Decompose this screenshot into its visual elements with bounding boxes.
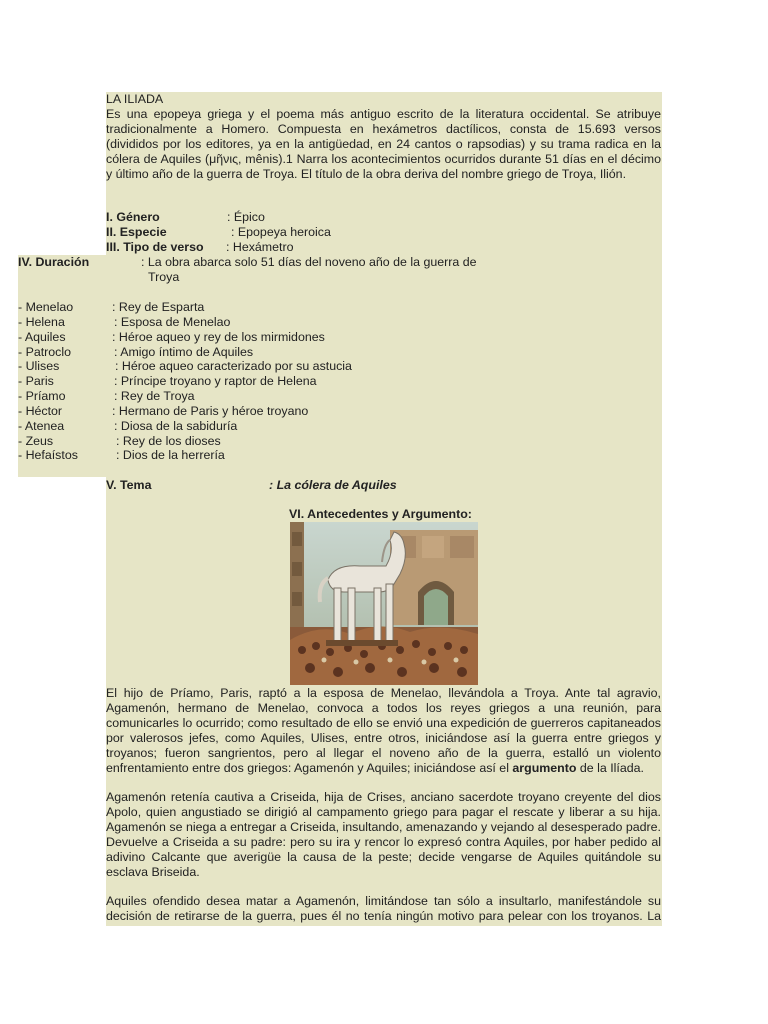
character-desc: : Rey de Troya xyxy=(114,389,195,404)
paragraph-3: Aquiles ofendido desea matar a Agamenón, limitándose tan sólo a insultarlo, manifestándole su decisión de retirarse de la guerra, pues él no tenía ningún motivo para pelear con los troyanos. La xyxy=(106,894,661,923)
spec-especie-label: II. Especie xyxy=(106,225,167,239)
character-desc: : Esposa de Menelao xyxy=(114,314,231,329)
intro-paragraph: Es una epopeya griega y el poema más antiguo escrito de la literatura occidental. Se atribuye tradicionalmente a Homero. Compuesta en hexámetros dactílicos, consta de 15.693 versos (divididos por los editores, ya en la antigüedad, en 24 cantos o rapsodias) y su trama radica en la cólera de Aquiles (μῆνις, mênis).1 Narra los acontecimientos ocurridos durante 51 días en el décimo y último año de la guerra de Troya. El título de la obra deriva del nombre griego de Troya, Ilión. xyxy=(106,107,661,181)
antecedentes-heading: VI. Antecedentes y Argumento: xyxy=(289,507,472,521)
character-desc: : Rey de los dioses xyxy=(116,433,221,448)
character-name: - Príamo xyxy=(18,389,66,404)
spec-genero-value: : Épico xyxy=(227,210,265,224)
character-name: - Paris xyxy=(18,374,54,389)
character-name: - Helena xyxy=(18,314,65,329)
duration-line2: Troya xyxy=(148,270,180,284)
character-desc: : Rey de Esparta xyxy=(112,300,205,314)
character-desc: : Príncipe troyano y raptor de Helena xyxy=(114,374,317,389)
character-desc: : Héroe aqueo y rey de los mirmidones xyxy=(112,329,325,344)
paragraph-1 xyxy=(106,686,661,776)
paragraph-1-text-a: El hijo de Príamo, Paris, raptó a la esposa de Menelao, llevándola a Troya. Ante tal agravio, Agamenón, hermano de Menelao, convoca a todos los reyes griegos a una reunión, para comunicarles lo ocurrido; como resultado de ello se envió una expedición de guerreros capitaneados por valerosos jefes, como Aquiles, Ulises, entre otros, iniciándose así la guerra entre griegos y troyanos; fueron sangrientos, pero al llegar el noveno año de la guerra, estalló un violento enfrentamiento entre dos griegos: Agamenón y Aquiles; iniciándose así el xyxy=(106,686,661,775)
character-desc: : Amigo íntimo de Aquiles xyxy=(114,344,254,359)
character-name: - Aquiles xyxy=(18,329,66,344)
page-title: LA ILIADA xyxy=(106,92,164,106)
spec-genero-label: I. Género xyxy=(106,210,160,224)
character-desc: : Hermano de Paris y héroe troyano xyxy=(112,403,309,418)
character-name: - Menelao xyxy=(18,300,74,314)
character-desc: : Héroe aqueo caracterizado por su astucia xyxy=(115,359,352,374)
character-name: - Ulises xyxy=(18,359,60,374)
spec-especie-value: : Epopeya heroica xyxy=(231,225,331,239)
character-name: - Patroclo xyxy=(18,344,72,359)
character-desc: : Dios de la herrería xyxy=(116,448,225,463)
tema-value: : La cólera de Aquiles xyxy=(269,478,397,492)
paragraph-2: Agamenón retenía cautiva a Criseida, hija de Crises, anciano sacerdote troyano creyente del dios Apolo, quien angustiado se dirigió al campamento griego para pagar el rescate y liberar a su hija. Agamenón se niega a entregar a Criseida, insultando, amenazando y vejando al desesperado padre. Devuelve a Criseida a su padre: pero su ira y rencor lo expresó contra Aquiles, por haber pedido al adivino Calcante que averigüe la causa de la peste; decide vengarse de Aquiles quitándole su esclava Briseida. xyxy=(106,790,661,879)
trojan-horse-illustration xyxy=(290,522,478,685)
character-name: - Héctor xyxy=(18,403,63,418)
spec-verso-value: : Hexámetro xyxy=(226,240,294,254)
character-desc: : Diosa de la sabiduría xyxy=(114,418,238,433)
paragraph-1-text-b: de la Ilíada. xyxy=(576,761,644,775)
duration-line1: : La obra abarca solo 51 días del noveno año de la guerra de xyxy=(141,255,477,269)
tema-label: V. Tema xyxy=(106,478,152,492)
paragraph-1-bold: argumento xyxy=(512,761,577,775)
character-name: - Zeus xyxy=(18,433,54,448)
duration-label: IV. Duración xyxy=(18,255,90,269)
character-name: - Hefaístos xyxy=(18,448,78,463)
character-name: - Atenea xyxy=(18,418,65,433)
spec-verso-label: III. Tipo de verso xyxy=(106,240,204,254)
